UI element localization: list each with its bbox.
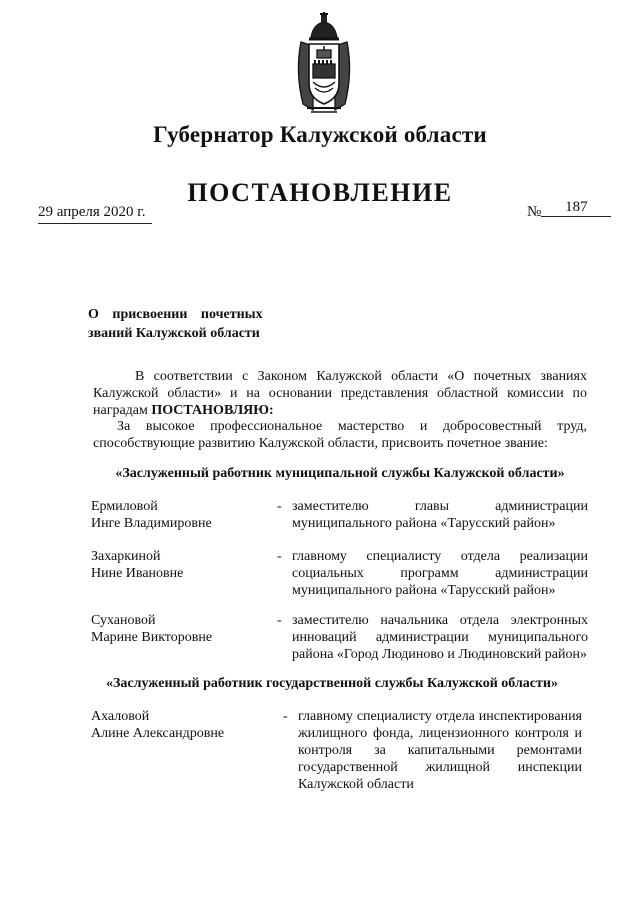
- award-paragraph: [93, 418, 587, 452]
- section-title-state: «Заслуженный работник государственной службы Калужской области»: [106, 676, 558, 691]
- awardee-position: главному специалисту отдела инспектирования жилищного фонда, лицензионного контроля и контроля за капитальными ремонтами государственной жилищной инспекции Калужской области: [298, 709, 582, 792]
- document-subject: [88, 305, 288, 343]
- separator-dash: -: [283, 709, 288, 724]
- separator-dash: -: [277, 549, 282, 564]
- preamble-text: В соответствии с Законом Калужской области «О почетных званиях Калужской области» и на основании представления областной комиссии по наградам: [93, 369, 587, 418]
- number-value: 187: [541, 199, 611, 217]
- separator-dash: -: [277, 613, 282, 628]
- coat-of-arms-icon: [291, 12, 357, 116]
- awardee-position: заместителю начальника отдела электронных инноваций администрации муниципального района «Город Людиново и Людиновский район»: [292, 613, 588, 662]
- awardee-surname: Ермиловой: [91, 499, 158, 514]
- resolve-word: ПОСТАНОВЛЯЮ:: [151, 403, 274, 418]
- awardee-surname: Захаркиной: [91, 549, 161, 564]
- awardee-position: заместителю главы администрации муниципального района «Тарусский район»: [292, 499, 588, 531]
- section-title-municipal: «Заслуженный работник муниципальной службы Калужской области»: [115, 466, 565, 481]
- subject-line-2: званий Калужской области: [88, 326, 260, 341]
- awardee-name: [91, 612, 271, 646]
- award-text: За высокое профессиональное мастерство и добросовестный труд, способствующие развитию Калужской области, присвоить почетное звание:: [93, 419, 587, 451]
- preamble-paragraph: [93, 368, 587, 419]
- awardee-position: главному специалисту отдела реализации социальных программ администрации муниципального района «Тарусский район»: [292, 549, 588, 598]
- awardee-given-name: Марине Викторовне: [91, 630, 213, 645]
- awardee-surname: Ахаловой: [91, 709, 150, 724]
- separator-dash: -: [277, 499, 282, 514]
- awardee-name: [91, 498, 271, 532]
- document-type: ПОСТАНОВЛЕНИЕ: [187, 178, 453, 207]
- awardee-given-name: Инге Владимировне: [91, 516, 212, 531]
- awardee-given-name: Алине Александровне: [91, 726, 225, 741]
- awardee-name: [91, 708, 271, 742]
- awardee-surname: Сухановой: [91, 613, 156, 628]
- issuer-title: Губернатор Калужской области: [153, 122, 487, 147]
- document-number: [527, 199, 611, 222]
- subject-line-1: О присвоении почетных: [88, 307, 263, 322]
- awardee-name: [91, 548, 271, 582]
- document-date: 29 апреля 2020 г.: [38, 204, 152, 224]
- number-sign: №: [527, 204, 542, 220]
- awardee-given-name: Нине Ивановне: [91, 566, 184, 581]
